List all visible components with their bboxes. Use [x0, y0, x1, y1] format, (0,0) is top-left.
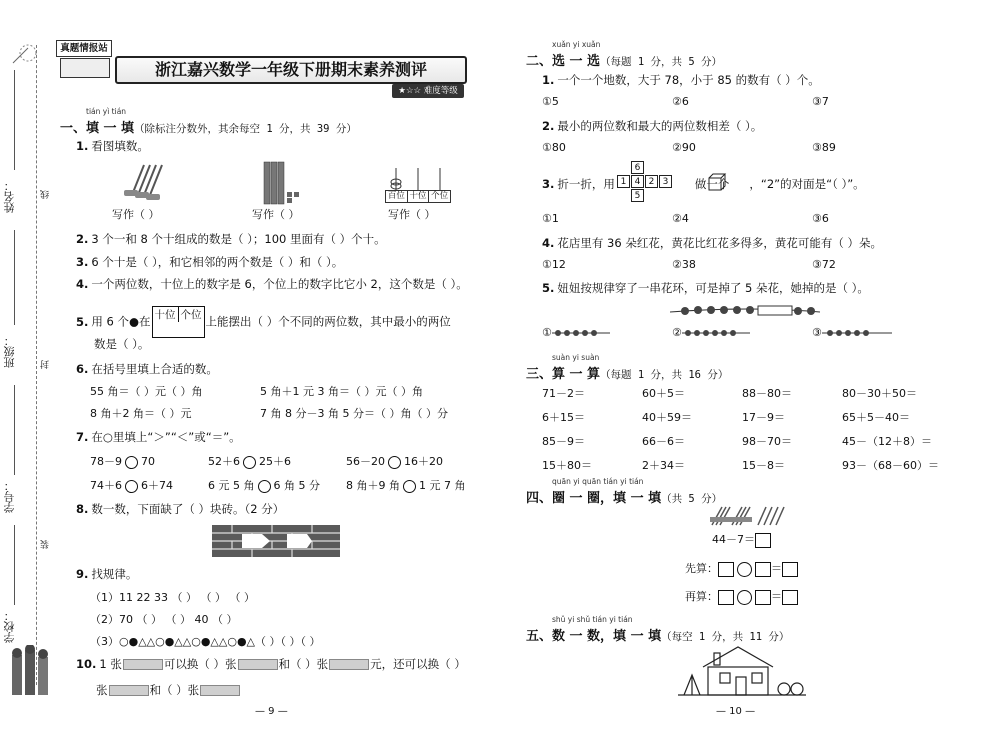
cube-icon	[707, 172, 727, 192]
name-label: 姓名：	[3, 180, 16, 213]
calc-item[interactable]: 66－6＝	[642, 435, 685, 448]
flower-garland-icon	[670, 300, 830, 322]
circle-equation[interactable]: 44－7＝	[712, 531, 771, 548]
difficulty-badge: ★☆☆ 难度等级	[392, 84, 464, 98]
cube-net-icon: 6 1 4 2 3 5	[613, 161, 685, 203]
choice-4: 4. 花店里有 36 朵红花，黄花比红花多得多，黄花可能有（ ）朵。	[542, 236, 882, 250]
choice-1-option-3[interactable]: ③7	[812, 95, 829, 108]
calc-item[interactable]: 40＋59＝	[642, 411, 692, 424]
choice-4-option-1[interactable]: ①12	[542, 258, 566, 271]
page-number-left: — 9 —	[255, 706, 288, 717]
calc-item[interactable]: 93－（68－60）＝	[842, 459, 939, 472]
question-7: 7. 在○里填上“＞”“＜”或“＝”。	[76, 430, 241, 444]
decorative-figures-icon	[10, 645, 50, 700]
question-4: 4. 一个两位数，十位上的数字是 6，个位上的数字比它小 2，这个数是（ ）。	[76, 277, 468, 291]
write-blank-1[interactable]: 写作（ ）	[112, 208, 160, 221]
school-label: 学校：	[3, 610, 16, 643]
calc-item[interactable]: 2＋34＝	[642, 459, 685, 472]
write-blank-2[interactable]: 写作（ ）	[252, 208, 300, 221]
choice-3-option-1[interactable]: ①1	[542, 212, 559, 225]
number-label: 学号：	[3, 480, 16, 513]
choice-2: 2. 最小的两位数和最大的两位数相差（ ）。	[542, 119, 763, 133]
line-mark: 线	[41, 190, 51, 199]
banknote-icon	[200, 685, 240, 696]
calc-item[interactable]: 88－80＝	[742, 387, 792, 400]
banknote-icon	[329, 659, 369, 670]
name-line	[14, 70, 15, 170]
seal-mark: 封	[41, 360, 51, 369]
question-9: 9. 找规律。	[76, 567, 138, 581]
first-step[interactable]: 先算： ＝	[685, 560, 798, 577]
question-3: 3. 6 个十是（ ），和它相邻的两个数是（ ）和（ ）。	[76, 255, 344, 269]
calc-item[interactable]: 85－9＝	[542, 435, 585, 448]
section-3-heading: suàn yi suàn 三、算 一 算（每题 1 分，共 16 分）	[526, 353, 729, 382]
choice-3-option-2[interactable]: ②4	[672, 212, 689, 225]
q9-pattern-1[interactable]: （1）11 22 33 （ ） （ ） （ ）	[90, 591, 255, 604]
banknote-icon	[123, 659, 163, 670]
q7-compare-5[interactable]: 6 元 5 角 6 角 5 分	[208, 479, 320, 492]
choice-2-option-2[interactable]: ②90	[672, 141, 696, 154]
sticks-bundles-icon	[708, 505, 794, 527]
q7-compare-6[interactable]: 8 角＋9 角 1 元 7 角	[346, 479, 466, 492]
question-1: 1. 看图填数。	[76, 139, 149, 153]
binding-margin	[0, 0, 52, 748]
q7-compare-1[interactable]: 78－9 70	[90, 455, 155, 468]
left-page	[60, 0, 480, 748]
cubes-block-icon	[260, 160, 305, 205]
question-10-cont: 张 和（ ）张	[96, 682, 241, 698]
calc-item[interactable]: 17－9＝	[742, 411, 785, 424]
right-page	[520, 0, 990, 748]
banknote-icon	[109, 685, 149, 696]
brick-wall-icon	[212, 525, 340, 557]
choice-3-option-3[interactable]: ③6	[812, 212, 829, 225]
q9-pattern-2[interactable]: （2）70 （ ） （ ） 40 （ ）	[90, 613, 238, 626]
calc-item[interactable]: 65＋5－40＝	[842, 411, 910, 424]
choice-4-option-3[interactable]: ③72	[812, 258, 836, 271]
choice-5-option-2[interactable]: ②	[672, 326, 750, 339]
flower-string-icon	[682, 327, 750, 339]
choice-2-option-1[interactable]: ①80	[542, 141, 566, 154]
question-6: 6. 在括号里填上合适的数。	[76, 362, 218, 376]
calc-item[interactable]: 15＋80＝	[542, 459, 592, 472]
calc-item[interactable]: 45－（12＋8）＝	[842, 435, 932, 448]
page-title: 浙江嘉兴数学一年级下册期末素养测评	[115, 56, 467, 84]
q6-blank-3[interactable]: 8 角＋2 角＝（ ）元	[90, 407, 192, 420]
decorative-sparkle-icon	[8, 38, 48, 68]
choice-1-option-2[interactable]: ②6	[672, 95, 689, 108]
choice-5: 5. 妞妞按规律穿了一串花环，可是掉了 5 朵花，她掉的是（ ）。	[542, 281, 869, 295]
bind-mark: 装	[41, 540, 51, 549]
sticks-bundle-icon	[122, 160, 167, 205]
header-banner	[60, 36, 470, 96]
calc-item[interactable]: 71－2＝	[542, 387, 585, 400]
calc-item[interactable]: 15－8＝	[742, 459, 785, 472]
q7-compare-2[interactable]: 52＋6 25＋6	[208, 455, 291, 468]
choice-1: 1. 一个一个地数，大于 78，小于 85 的数有（ ）个。	[542, 73, 820, 87]
q6-blank-2[interactable]: 5 角＋1 元 3 角＝（ ）元（ ）角	[260, 385, 423, 398]
flower-string-icon	[822, 327, 892, 339]
shape-house-icon	[678, 645, 808, 697]
question-5-cont: 数是（ ）。	[94, 337, 150, 351]
choice-1-option-1[interactable]: ①5	[542, 95, 559, 108]
flower-string-icon	[552, 327, 610, 339]
choice-5-option-3[interactable]: ③	[812, 326, 892, 339]
binding-dashed-line	[36, 45, 37, 685]
q9-pattern-3[interactable]: （3）○●△△○●△△○●△△○●△（ ）（ ）（ ）	[90, 635, 321, 648]
calc-item[interactable]: 60＋5＝	[642, 387, 685, 400]
q6-blank-4[interactable]: 7 角 8 分－3 角 5 分＝（ ）角（ ）分	[260, 407, 448, 420]
question-10: 10. 1 张 可以换（ ）张 和（ ）张 元，还可以换（ ）	[76, 657, 466, 671]
number-line	[14, 385, 15, 475]
q7-compare-3[interactable]: 56－20 16＋20	[346, 455, 443, 468]
choice-2-option-3[interactable]: ③89	[812, 141, 836, 154]
section-1-heading: tián yì tián 一、填 一 填（除标注分数外，其余每空 1 分，共 39 分）	[60, 107, 357, 136]
question-8: 8. 数一数，下面缺了（ ）块砖。（2 分）	[76, 502, 285, 516]
section-2-heading: xuǎn yi xuǎn 二、选 一 选（每题 1 分，共 5 分）	[526, 40, 722, 69]
calc-item[interactable]: 98－70＝	[742, 435, 792, 448]
class-label: 班级：	[3, 335, 16, 368]
choice-5-option-1[interactable]: ①	[542, 326, 610, 339]
question-5: 5. 用 6 个●在 十位 个位 上能摆出（ ）个不同的两位数，其中最小的两位	[76, 306, 451, 338]
choice-3: 3. 折一折，用 做一个 ，“2”的对面是“（ ）”。	[542, 177, 865, 191]
section-5-heading: shǔ yi shǔ tián yi tián 五、数 一 数，填 一 填（每空 1 分，共 11 分）	[526, 615, 790, 644]
class-line	[14, 230, 15, 325]
choice-4-option-2[interactable]: ②38	[672, 258, 696, 271]
banknote-icon	[238, 659, 278, 670]
q7-compare-4[interactable]: 74＋6 6＋74	[90, 479, 173, 492]
abacus-icon: 百位 十位 个位	[385, 168, 451, 204]
header-tag: 真题情报站	[56, 40, 112, 57]
school-line	[14, 525, 15, 605]
write-blank-3[interactable]: 写作（ ）	[388, 208, 436, 221]
calc-item[interactable]: 6＋15＝	[542, 411, 585, 424]
q6-blank-1[interactable]: 55 角＝（ ）元（ ）角	[90, 385, 203, 398]
question-2: 2. 3 个一和 8 个十组成的数是（ ）；100 里面有（ ）个十。	[76, 232, 386, 246]
calc-item[interactable]: 80－30＋50＝	[842, 387, 917, 400]
page-number-right: — 10 —	[716, 706, 756, 717]
then-step[interactable]: 再算： ＝	[685, 588, 798, 605]
section-4-heading: quān yi quān tián yi tián 四、圈 一 圈，填 一 填（共 5 分）	[526, 477, 723, 506]
